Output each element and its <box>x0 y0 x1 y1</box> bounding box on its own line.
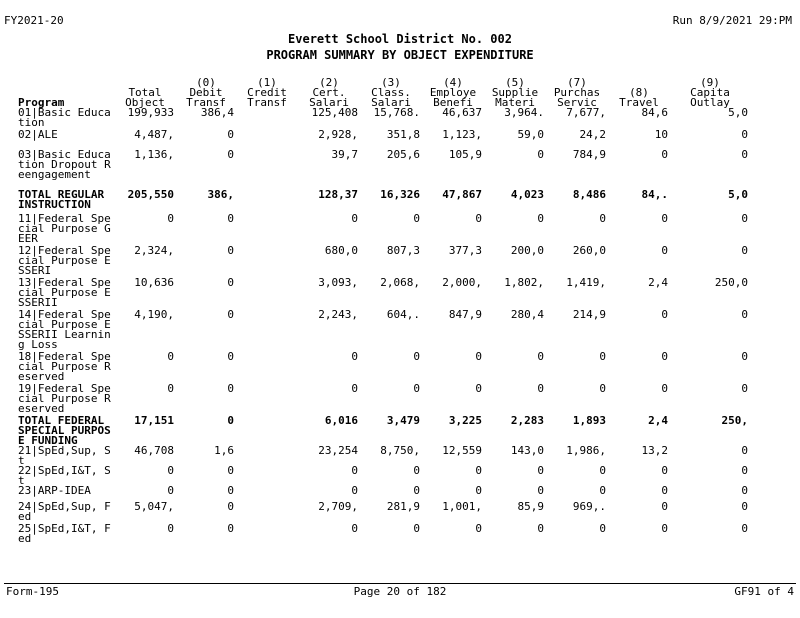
column-header-line: Capita <box>690 86 730 99</box>
cell-c7: 0 <box>599 466 606 477</box>
cell-c4: 1,001, <box>442 502 482 513</box>
cell-c2: 0 <box>351 384 358 395</box>
cell-c2: 0 <box>351 352 358 363</box>
cell-c9: 0 <box>741 384 748 395</box>
cell-c1 <box>236 446 298 466</box>
cell-c9: 0 <box>741 486 748 497</box>
program-name <box>18 278 114 310</box>
total-row <box>18 416 750 446</box>
column-header-line: Debit <box>189 86 223 99</box>
cell-c5: 143,0 <box>510 446 544 457</box>
cell-c3: 604,. <box>386 310 420 321</box>
cell-c7: 1,419, <box>566 278 606 289</box>
cell-c2: 680,0 <box>324 246 358 257</box>
cell-c7: 24,2 <box>579 130 606 141</box>
column-header-line: (1) <box>257 76 277 89</box>
table-row <box>18 108 750 130</box>
cell-c5: 0 <box>537 384 544 395</box>
table-row <box>18 486 750 502</box>
column-header-line: Travel <box>619 96 659 108</box>
cell-c5: 1,802, <box>504 278 544 289</box>
table-row <box>18 352 750 384</box>
column-header-program: Program <box>18 96 65 108</box>
cell-c9: 0 <box>741 214 748 225</box>
cell-c4: 0 <box>475 352 482 363</box>
program-name <box>18 108 114 130</box>
program-name <box>18 310 114 352</box>
cell-c4: 1,123, <box>442 130 482 141</box>
column-header-line: (0) <box>196 76 216 89</box>
program-name-text: 02|ALE <box>18 130 58 141</box>
cell-c5: 0 <box>537 486 544 497</box>
cell-c3: 0 <box>413 466 420 477</box>
program-name <box>18 130 114 150</box>
cell-c0: 0 <box>227 502 234 513</box>
cell-total: 0 <box>167 524 174 535</box>
column-header-line: Purchas <box>553 86 601 99</box>
cell-c9: 0 <box>741 446 748 457</box>
column-header-line: Transf <box>247 96 287 108</box>
cell-c3: 0 <box>413 214 420 225</box>
column-header-line: Supplie <box>491 86 539 99</box>
cell-total: 4,487, <box>134 130 174 141</box>
program-name <box>18 524 114 546</box>
cell-c1 <box>236 486 298 502</box>
cell-c3: 0 <box>413 486 420 497</box>
table-row <box>18 446 750 466</box>
cell-c8: 2,4 <box>648 278 668 289</box>
program-name-text: 18|Federal Special Purpose Reserved <box>18 352 111 383</box>
header-row <box>18 76 750 108</box>
column-header-c1 <box>236 76 298 108</box>
cell-total: 0 <box>167 486 174 497</box>
program-name-text: 13|Federal Special Purpose ESSERII <box>18 278 111 309</box>
cell-c5: 59,0 <box>517 130 544 141</box>
cell-c3: 0 <box>413 352 420 363</box>
cell-c5: 0 <box>537 150 544 161</box>
program-name <box>18 214 114 246</box>
column-header-line: Cert. <box>312 86 346 99</box>
column-header-c5 <box>484 76 546 108</box>
cell-c8: 84,. <box>641 190 668 201</box>
cell-c7: 214,9 <box>572 310 606 321</box>
cell-c8: 2,4 <box>648 416 668 427</box>
cell-total: 46,708 <box>134 446 174 457</box>
cell-c2: 39,7 <box>331 150 358 161</box>
cell-c1 <box>236 466 298 486</box>
cell-c9: 0 <box>741 246 748 257</box>
cell-c9: 0 <box>741 502 748 513</box>
program-name-text: TOTAL FEDERAL SPECIAL PURPOSE FUNDING <box>18 416 111 446</box>
program-name <box>18 246 114 278</box>
program-name-text: 01|Basic Education <box>18 108 111 129</box>
cell-c4: 0 <box>475 486 482 497</box>
cell-c5: 280,4 <box>510 310 544 321</box>
column-header-line: Transf <box>186 96 226 108</box>
column-header-line: (9) <box>700 76 720 89</box>
cell-c8: 0 <box>661 310 668 321</box>
cell-total: 205,550 <box>127 190 174 201</box>
cell-c1 <box>236 214 298 246</box>
program-name <box>18 502 114 524</box>
table-row <box>18 246 750 278</box>
form-number: Form-195 <box>6 585 59 598</box>
cell-total: 0 <box>167 214 174 225</box>
program-name <box>18 466 114 486</box>
cell-c8: 13,2 <box>641 446 668 457</box>
cell-c9: 5,0 <box>728 190 748 201</box>
district-title: Everett School District No. 002 <box>288 32 512 46</box>
cell-c7: 1,986, <box>566 446 606 457</box>
cell-total: 10,636 <box>134 278 174 289</box>
cell-c8: 84,6 <box>641 108 668 119</box>
cell-total: 0 <box>167 384 174 395</box>
cell-total: 17,151 <box>134 416 174 427</box>
cell-total: 4,190, <box>134 310 174 321</box>
cell-total: 199,933 <box>127 108 174 119</box>
form-code: GF91 of 4 <box>734 585 794 598</box>
program-name <box>18 190 114 214</box>
cell-c1 <box>236 150 298 190</box>
cell-total: 0 <box>167 466 174 477</box>
cell-c0: 0 <box>227 310 234 321</box>
cell-c5: 0 <box>537 466 544 477</box>
cell-c5: 0 <box>537 352 544 363</box>
table-row <box>18 310 750 352</box>
program-name-text: 11|Federal Special Purpose GEER <box>18 214 111 245</box>
cell-c0: 0 <box>227 352 234 363</box>
column-header-total <box>114 76 176 108</box>
cell-c4: 2,000, <box>442 278 482 289</box>
cell-c0: 0 <box>227 486 234 497</box>
table-row <box>18 130 750 150</box>
cell-c7: 8,486 <box>572 190 606 201</box>
cell-c1 <box>236 130 298 150</box>
cell-c1 <box>236 190 298 214</box>
expenditure-table <box>18 76 750 546</box>
table-row <box>18 466 750 486</box>
cell-c1 <box>236 416 298 446</box>
cell-c9: 250, <box>721 416 748 427</box>
program-name-text: 12|Federal Special Purpose ESSERI <box>18 246 111 277</box>
cell-c1 <box>236 384 298 416</box>
cell-c0: 386, <box>207 190 234 201</box>
cell-c8: 0 <box>661 502 668 513</box>
program-name-text: 03|Basic Education Dropout Reengagement <box>18 150 111 181</box>
program-name <box>18 416 114 446</box>
cell-c5: 4,023 <box>510 190 544 201</box>
cell-c3: 0 <box>413 524 420 535</box>
cell-c1 <box>236 108 298 130</box>
cell-c0: 0 <box>227 524 234 535</box>
cell-c1 <box>236 310 298 352</box>
cell-c3: 351,8 <box>386 130 420 141</box>
program-name <box>18 150 114 190</box>
cell-c2: 0 <box>351 486 358 497</box>
cell-c8: 0 <box>661 524 668 535</box>
cell-c7: 1,893 <box>572 416 606 427</box>
cell-c5: 85,9 <box>517 502 544 513</box>
cell-c2: 6,016 <box>324 416 358 427</box>
table-row <box>18 150 750 190</box>
column-header-c9 <box>670 76 750 108</box>
cell-c7: 0 <box>599 214 606 225</box>
column-header-line: (3) <box>381 76 401 89</box>
cell-c0: 0 <box>227 416 234 427</box>
column-header-line: Credit <box>247 86 287 99</box>
footer-rule <box>4 583 796 584</box>
cell-c0: 0 <box>227 214 234 225</box>
program-name <box>18 352 114 384</box>
cell-c3: 15,768. <box>373 108 420 119</box>
program-name-text: 19|Federal Special Purpose Reserved <box>18 384 111 415</box>
cell-total: 0 <box>167 352 174 363</box>
cell-c2: 2,243, <box>318 310 358 321</box>
cell-c1 <box>236 524 298 546</box>
cell-c2: 2,709, <box>318 502 358 513</box>
cell-c7: 0 <box>599 486 606 497</box>
cell-c7: 0 <box>599 384 606 395</box>
cell-c3: 205,6 <box>386 150 420 161</box>
column-header-line: Materi <box>495 96 535 108</box>
cell-c9: 0 <box>741 130 748 141</box>
cell-c4: 0 <box>475 466 482 477</box>
cell-c0: 0 <box>227 130 234 141</box>
cell-c5: 200,0 <box>510 246 544 257</box>
cell-c9: 0 <box>741 150 748 161</box>
cell-c9: 250,0 <box>714 278 748 289</box>
cell-c1 <box>236 278 298 310</box>
cell-c7: 969,. <box>572 502 606 513</box>
column-header-line: (7) <box>567 76 587 89</box>
run-info: Run 8/9/2021 29:PM <box>672 14 792 27</box>
column-header-c3 <box>360 76 422 108</box>
cell-c4: 0 <box>475 524 482 535</box>
program-name-text: 22|SpEd,I&T, St <box>18 466 111 486</box>
column-header-line: Class. <box>371 86 411 99</box>
column-header-line: (2) <box>319 76 339 89</box>
cell-c8: 10 <box>654 130 668 141</box>
cell-c2: 0 <box>351 214 358 225</box>
cell-c7: 0 <box>599 352 606 363</box>
cell-c8: 0 <box>661 246 668 257</box>
cell-c2: 0 <box>351 524 358 535</box>
cell-c0: 0 <box>227 246 234 257</box>
program-name <box>18 384 114 416</box>
program-name-text: TOTAL REGULAR INSTRUCTION <box>18 190 105 211</box>
cell-c1 <box>236 502 298 524</box>
column-header-c7 <box>546 76 608 108</box>
cell-c3: 2,068, <box>380 278 420 289</box>
report-title: PROGRAM SUMMARY BY OBJECT EXPENDITURE <box>266 48 534 62</box>
column-header-line: (5) <box>505 76 525 89</box>
total-row <box>18 190 750 214</box>
cell-c2: 3,093, <box>318 278 358 289</box>
cell-c8: 0 <box>661 352 668 363</box>
cell-c3: 281,9 <box>386 502 420 513</box>
column-header-c2 <box>298 76 360 108</box>
program-name-text: 25|SpEd,I&T, Fed <box>18 524 111 545</box>
table-row <box>18 384 750 416</box>
table-row <box>18 524 750 546</box>
cell-c2: 125,408 <box>311 108 358 119</box>
column-header-line: Outlay <box>690 96 730 108</box>
cell-c4: 0 <box>475 384 482 395</box>
cell-c0: 0 <box>227 384 234 395</box>
column-header-line: Object <box>125 96 165 108</box>
cell-c4: 47,867 <box>442 190 482 201</box>
cell-c8: 0 <box>661 486 668 497</box>
cell-c3: 16,326 <box>380 190 420 201</box>
cell-c3: 807,3 <box>386 246 420 257</box>
program-name-text: 21|SpEd,Sup, St <box>18 446 111 466</box>
program-name-text: 23|ARP-IDEA <box>18 486 91 497</box>
column-header-line: Salari <box>371 96 411 108</box>
cell-c7: 784,9 <box>572 150 606 161</box>
cell-c2: 0 <box>351 466 358 477</box>
cell-c3: 0 <box>413 384 420 395</box>
cell-total: 1,136, <box>134 150 174 161</box>
cell-c1 <box>236 352 298 384</box>
column-header-line: (8) <box>629 86 649 99</box>
program-name-text: 24|SpEd,Sup, Fed <box>18 502 111 523</box>
column-header-line: Employe <box>429 86 477 99</box>
column-header-c0 <box>176 76 236 108</box>
table-row <box>18 502 750 524</box>
page-number: Page 20 of 182 <box>353 585 447 598</box>
cell-c1 <box>236 246 298 278</box>
cell-c9: 0 <box>741 524 748 535</box>
cell-c9: 0 <box>741 310 748 321</box>
cell-c0: 0 <box>227 466 234 477</box>
program-name <box>18 486 114 502</box>
cell-c4: 105,9 <box>448 150 482 161</box>
cell-c2: 128,37 <box>318 190 358 201</box>
cell-c4: 847,9 <box>448 310 482 321</box>
cell-c4: 46,637 <box>442 108 482 119</box>
table-row <box>18 214 750 246</box>
cell-c5: 0 <box>537 524 544 535</box>
cell-c8: 0 <box>661 466 668 477</box>
cell-c9: 0 <box>741 466 748 477</box>
cell-c8: 0 <box>661 384 668 395</box>
column-header-line: (4) <box>443 76 463 89</box>
cell-c3: 3,479 <box>386 416 420 427</box>
cell-c7: 0 <box>599 524 606 535</box>
cell-c5: 2,283 <box>510 416 544 427</box>
cell-c4: 0 <box>475 214 482 225</box>
cell-c0: 0 <box>227 150 234 161</box>
cell-c8: 0 <box>661 150 668 161</box>
column-header-line: Total <box>128 86 162 99</box>
cell-c4: 3,225 <box>448 416 482 427</box>
column-header-c4 <box>422 76 484 108</box>
cell-c9: 5,0 <box>728 108 748 119</box>
program-name-text: 14|Federal Special Purpose ESSERII Learning Loss <box>18 310 111 351</box>
cell-c5: 0 <box>537 214 544 225</box>
cell-c2: 23,254 <box>318 446 358 457</box>
column-header-c8 <box>608 76 670 108</box>
cell-c5: 3,964. <box>504 108 544 119</box>
cell-c3: 8,750, <box>380 446 420 457</box>
cell-c2: 2,928, <box>318 130 358 141</box>
cell-c0: 0 <box>227 278 234 289</box>
cell-c0: 386,4 <box>200 108 234 119</box>
program-name <box>18 446 114 466</box>
cell-c7: 7,677, <box>566 108 606 119</box>
cell-total: 2,324, <box>134 246 174 257</box>
cell-c8: 0 <box>661 214 668 225</box>
cell-c4: 12,559 <box>442 446 482 457</box>
fiscal-year: FY2021-20 <box>4 14 64 27</box>
table-row <box>18 278 750 310</box>
cell-c7: 260,0 <box>572 246 606 257</box>
cell-total: 5,047, <box>134 502 174 513</box>
cell-c0: 1,6 <box>214 446 234 457</box>
column-header-line: Servic <box>557 96 597 108</box>
cell-c9: 0 <box>741 352 748 363</box>
cell-c4: 377,3 <box>448 246 482 257</box>
column-header-line: Benefi <box>433 96 473 108</box>
column-header-line: Salari <box>309 96 349 108</box>
